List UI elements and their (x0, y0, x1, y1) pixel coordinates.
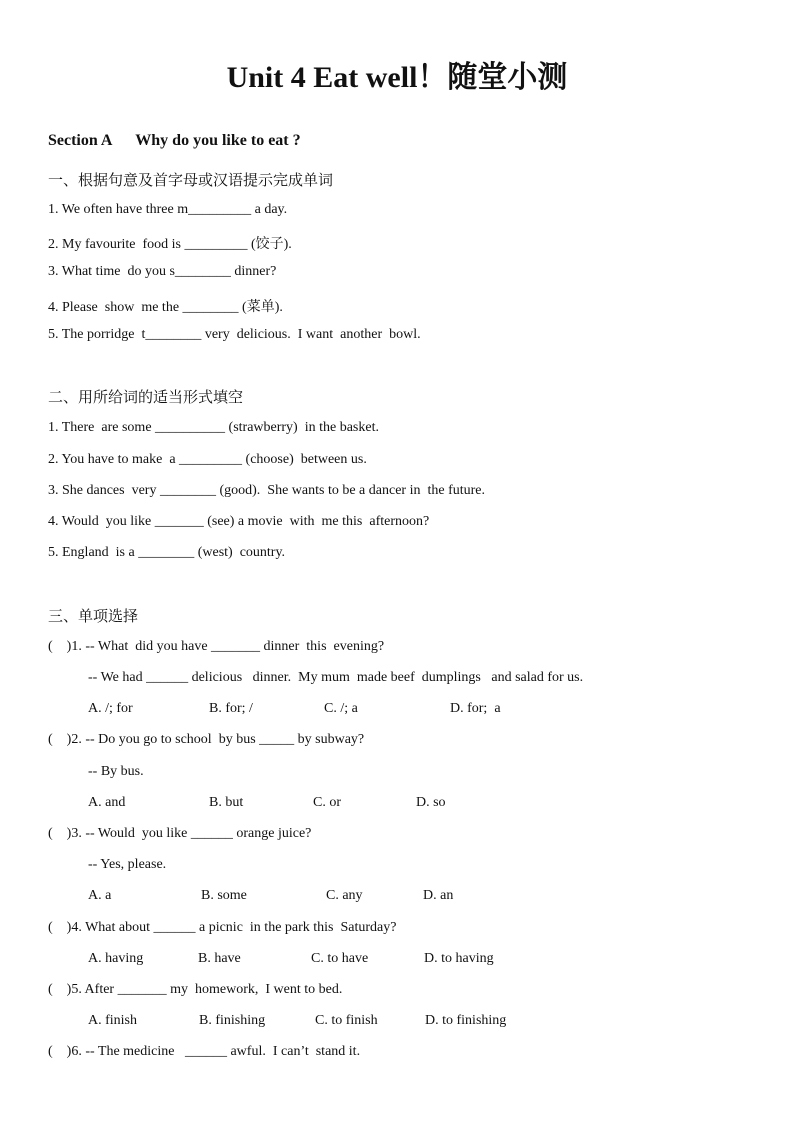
q2-option-a: A. and (88, 795, 126, 810)
q1-option-a: A. /; for (88, 701, 133, 716)
part3-heading: 三、单项选择 (48, 607, 139, 625)
part1-heading: 一、根据句意及首字母或汉语提示完成单词 (48, 171, 334, 189)
part2-item-3: 3. She dances very ________ (good). She wants to be a dancer in the future. (48, 483, 485, 498)
q2-option-d: D. so (416, 795, 446, 810)
q6-stem: ( )6. -- The medicine ______ awful. I can’t stand it. (48, 1044, 361, 1059)
part2-item-5: 5. England is a ________ (west) country. (48, 545, 286, 560)
page-title: Unit 4 Eat well！随堂小测 (226, 61, 568, 94)
q5-stem: ( )5. After _______ my homework, I went to bed. (48, 982, 343, 997)
q4-option-a: A. having (88, 951, 144, 966)
q3-option-a: A. a (88, 888, 112, 903)
section-title: Section A Why do you like to eat ? (48, 132, 301, 149)
part1-item-5: 5. The porridge t________ very delicious. I want another bowl. (48, 327, 421, 342)
q3-response: -- Yes, please. (88, 857, 167, 872)
q2-response: -- By bus. (88, 764, 144, 779)
part2-item-1: 1. There are some __________ (strawberry) in the basket. (48, 420, 379, 435)
part1-item-1: 1. We often have three m_________ a day. (48, 202, 288, 217)
q3-option-d: D. an (423, 888, 454, 903)
q3-option-b: B. some (201, 888, 247, 903)
q2-option-b: B. but (209, 795, 244, 810)
q4-stem: ( )4. What about ______ a picnic in the park this Saturday? (48, 920, 397, 935)
q4-option-b: B. have (198, 951, 241, 966)
part2-heading: 二、用所给词的适当形式填空 (48, 388, 244, 406)
part1-item-4: 4. Please show me the ________ (菜单). (48, 300, 283, 315)
q3-option-c: C. any (326, 888, 363, 903)
q5-option-a: A. finish (88, 1013, 137, 1028)
q4-option-d: D. to having (424, 951, 494, 966)
q4-option-c: C. to have (311, 951, 369, 966)
q5-option-b: B. finishing (199, 1013, 266, 1028)
part2-item-4: 4. Would you like _______ (see) a movie with me this afternoon? (48, 514, 430, 529)
q3-stem: ( )3. -- Would you like ______ orange juice? (48, 826, 312, 841)
q1-option-b: B. for; / (209, 701, 253, 716)
q1-stem: ( )1. -- What did you have _______ dinner this evening? (48, 639, 385, 654)
q5-option-d: D. to finishing (425, 1013, 507, 1028)
q1-response: -- We had ______ delicious dinner. My mum made beef dumplings and salad for us. (88, 670, 584, 685)
q2-stem: ( )2. -- Do you go to school by bus _____ by subway? (48, 732, 365, 747)
part1-item-3: 3. What time do you s________ dinner? (48, 264, 277, 279)
part1-item-2: 2. My favourite food is _________ (饺子). (48, 237, 292, 252)
q5-option-c: C. to finish (315, 1013, 378, 1028)
q1-option-d: D. for; a (450, 701, 501, 716)
q2-option-c: C. or (313, 795, 341, 810)
part2-item-2: 2. You have to make a _________ (choose) between us. (48, 452, 367, 467)
q1-option-c: C. /; a (324, 701, 358, 716)
